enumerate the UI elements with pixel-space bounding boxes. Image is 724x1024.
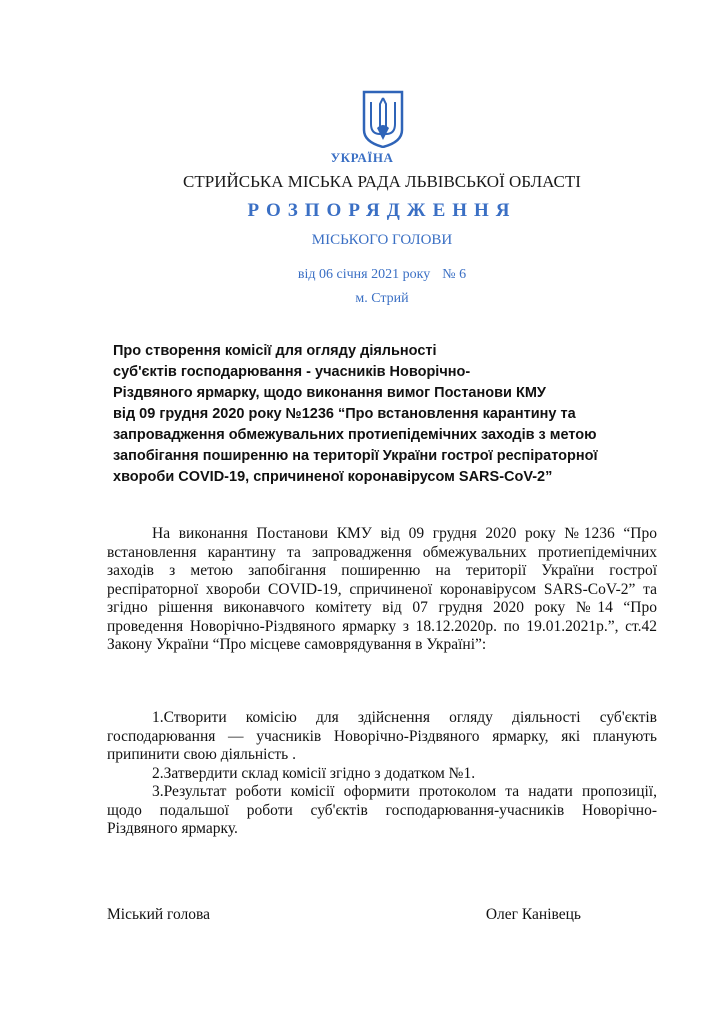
preamble-paragraph: На виконання Постанови КМУ від 09 грудня 2020 року №1236 “Про встановлення карантину та запровадження обмежувальних протиепідемічних заходів з метою запобігання поширенню на території України гострої респіраторної хвороби COVID-19, спричиненої коронавірусом SARS-CoV-2” та згідно рішення виконавчого комітету від 07 грудня 2020 року №14 “Про проведення Новорічно-Різдвяного ярмарку з 18.12.2020р. по 19.01.2021р.”, ст.42 Закону України “Про місцеве самоврядування в Україні”: [107,525,657,653]
date-line [0,267,724,283]
document-date: від 06 січня 2021 року [297,267,431,282]
preamble [107,525,657,655]
document-number: № 6 [442,267,467,282]
country-name: УКРАЇНА [330,150,394,165]
subject-block [113,341,633,488]
council-name: СТРИЙСЬКА МІСЬКА РАДА ЛЬВІВСЬКОЇ ОБЛАСТІ [183,172,581,191]
signature-block [107,906,581,924]
document-subtitle: МІСЬКОГО ГОЛОВИ [311,232,453,248]
signatory-title: Міський голова [107,906,211,923]
subject-line: суб'єктів господарювання - учасників Новорічно- [113,364,471,380]
document-type-heading: РОЗПОРЯДЖЕННЯ [247,200,517,221]
decision-item: 3.Результат роботи комісії оформити протоколом та надати пропозиції, щодо подальшої роботи суб'єктів господарювання-учасників Новорічно-Різдвяного ярмарку. [107,783,657,837]
subject-line: запровадження обмежувальних протиепідемічних заходів з метою [113,427,597,443]
subject-line: Про створення комісії для огляду діяльності [113,343,437,359]
document-place: м. Стрий [355,291,409,306]
trident-coat-of-arms-icon [360,90,406,148]
subject-line: Різдвяного ярмарку, щодо виконання вимог Постанови КМУ [113,385,546,401]
decision-list [107,709,657,839]
decision-item: 2.Затвердити склад комісії згідно з додатком №1. [152,764,476,782]
subject-line: запобігання поширенню на території України гострої респіраторної [113,448,598,464]
subject-line: від 09 грудня 2020 року №1236 “Про встановлення карантину та [113,406,576,422]
decision-item: 1.Створити комісію для здійснення огляду діяльності суб'єктів господарювання — учасників Новорічно-Різдвяного ярмарку, які планують припинити свою діяльність . [107,709,657,763]
subject-line: хвороби COVID-19, спричиненої коронавірусом SARS-CoV-2” [113,469,553,485]
signatory-name: Олег Канівець [485,906,581,923]
